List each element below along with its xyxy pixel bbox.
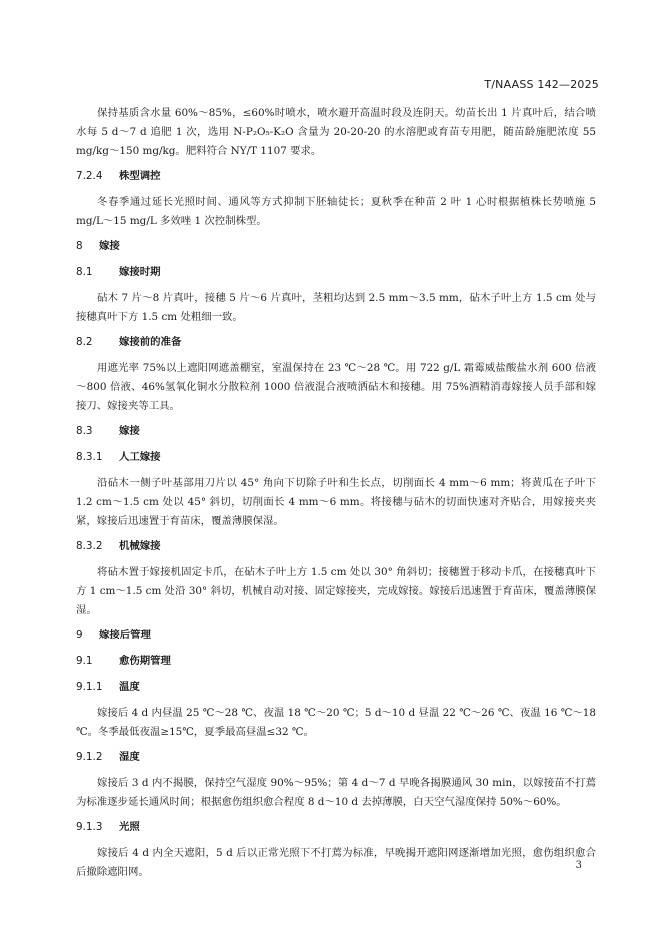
heading-number: 8.3.2 <box>76 540 103 552</box>
section-heading <box>76 448 596 466</box>
heading-title: 嫁接前的准备 <box>119 336 182 348</box>
body-paragraph: 嫁接后 4 d 内全天遮阳，5 d 后以正常光照下不打蔫为标准，早晚揭开遮阳网逐渐增加光照，愈伤组织愈合后撤除遮阳网。 <box>76 847 596 878</box>
section-heading <box>76 263 596 281</box>
heading-number: 8 <box>76 240 83 252</box>
standard-code: T/NAASS 142—2025 <box>484 78 599 91</box>
heading-title: 光照 <box>119 821 140 833</box>
body-paragraph: 冬春季通过延长光照时间、通风等方式抑制下胚轴徒长；夏秋季在种苗 2 叶 1 心时根据植株长势喷施 5 mg/L～15 mg/L 多效唑 1 次控制株型。 <box>76 196 596 227</box>
heading-title: 机械嫁接 <box>119 540 161 552</box>
heading-number: 9.1.2 <box>76 751 103 763</box>
body-paragraph: 沿砧木一侧子叶基部用刀片以 45° 角向下切除子叶和生长点，切削面长 4 mm～6 mm；将黄瓜在子叶下 1.2 cm～1.5 cm 处以 45° 斜切，切削面长 4 mm～6 mm。将接穗与砧木的切面快速对齐贴合，用嫁接夹夹紧，嫁接后迅速置于育苗床，覆盖薄膜保湿。 <box>76 477 596 527</box>
heading-number: 8.3 <box>76 425 93 437</box>
section-heading <box>76 652 596 670</box>
heading-title: 嫁接时期 <box>119 266 161 278</box>
heading-title: 愈伤期管理 <box>119 655 171 667</box>
body-paragraph: 砧木 7 片～8 片真叶，接穗 5 片～6 片真叶，茎粗均达到 2.5 mm～3.5 mm，砧木子叶上方 1.5 cm 处与接穗真叶下方 1.5 cm 处粗细一致。 <box>76 292 596 323</box>
heading-number: 9.1.3 <box>76 821 103 833</box>
body-paragraph: 保持基质含水量 60%～85%，≤60%时喷水，喷水避开高温时段及连阴天。幼苗长出 1 片真叶后，结合喷水每 5 d～7 d 追肥 1 次，选用 N-P₂O₅-K₂O 含量为 20-20-20 的水溶肥或育苗专用肥，随苗龄施肥浓度 55 mg/kg～150 mg/kg。肥料符合 NY/T 1107 要求。 <box>76 107 596 157</box>
body-paragraph: 嫁接后 3 d 内不揭膜，保持空气湿度 90%～95%；第 4 d～7 d 早晚各揭膜通风 30 min，以嫁接苗不打蔫为标准逐步延长通风时间；根据愈伤组织愈合程度 8 d～10 d 去掉薄膜，白天空气湿度保持 50%～60%。 <box>76 777 596 808</box>
heading-number: 9.1 <box>76 655 93 667</box>
section-heading <box>76 818 596 836</box>
section-heading <box>76 333 596 351</box>
section-heading <box>76 422 596 440</box>
section-heading <box>76 748 596 766</box>
heading-number: 8.1 <box>76 266 93 278</box>
heading-title: 嫁接 <box>99 240 120 252</box>
heading-title: 温度 <box>119 681 140 693</box>
page-number: 3 <box>575 860 582 871</box>
chapter-heading <box>76 237 596 255</box>
heading-title: 湿度 <box>119 751 140 763</box>
heading-title: 嫁接 <box>119 425 140 437</box>
heading-title: 株型调控 <box>119 170 161 182</box>
document-body <box>76 104 596 888</box>
body-paragraph: 用遮光率 75%以上遮阳网遮盖棚室，室温保持在 23 ℃～28 ℃。用 722 g/L 霜霉威盐酸盐水剂 600 倍液～800 倍液、46%氢氧化铜水分散粒剂 1000 倍液混合液喷洒砧木和接穗。用 75%酒精消毒嫁接人员手部和嫁接刀、嫁接夹等工具。 <box>76 362 596 412</box>
section-heading <box>76 167 596 185</box>
heading-title: 人工嫁接 <box>119 451 161 463</box>
heading-title: 嫁接后管理 <box>99 629 151 641</box>
heading-number: 8.2 <box>76 336 93 348</box>
section-heading <box>76 537 596 555</box>
heading-number: 7.2.4 <box>76 170 103 182</box>
heading-number: 9.1.1 <box>76 681 103 693</box>
body-paragraph: 将砧木置于嫁接机固定卡爪，在砧木子叶上方 1.5 cm 处以 30° 角斜切；接穗置于移动卡爪，在接穗真叶下方 1 cm～1.5 cm 处沿 30° 斜切，机械自动对接、固定嫁接夹，完成嫁接。嫁接后迅速置于育苗床，覆盖薄膜保湿。 <box>76 566 596 616</box>
section-heading <box>76 678 596 696</box>
heading-number: 9 <box>76 629 83 641</box>
chapter-heading <box>76 626 596 644</box>
body-paragraph: 嫁接后 4 d 内昼温 25 ℃～28 ℃、夜温 18 ℃～20 ℃；5 d～10 d 昼温 22 ℃～26 ℃、夜温 16 ℃～18 ℃。冬季最低夜温≥15℃，夏季最高昼温≤32 ℃。 <box>76 707 596 738</box>
heading-number: 8.3.1 <box>76 451 103 463</box>
